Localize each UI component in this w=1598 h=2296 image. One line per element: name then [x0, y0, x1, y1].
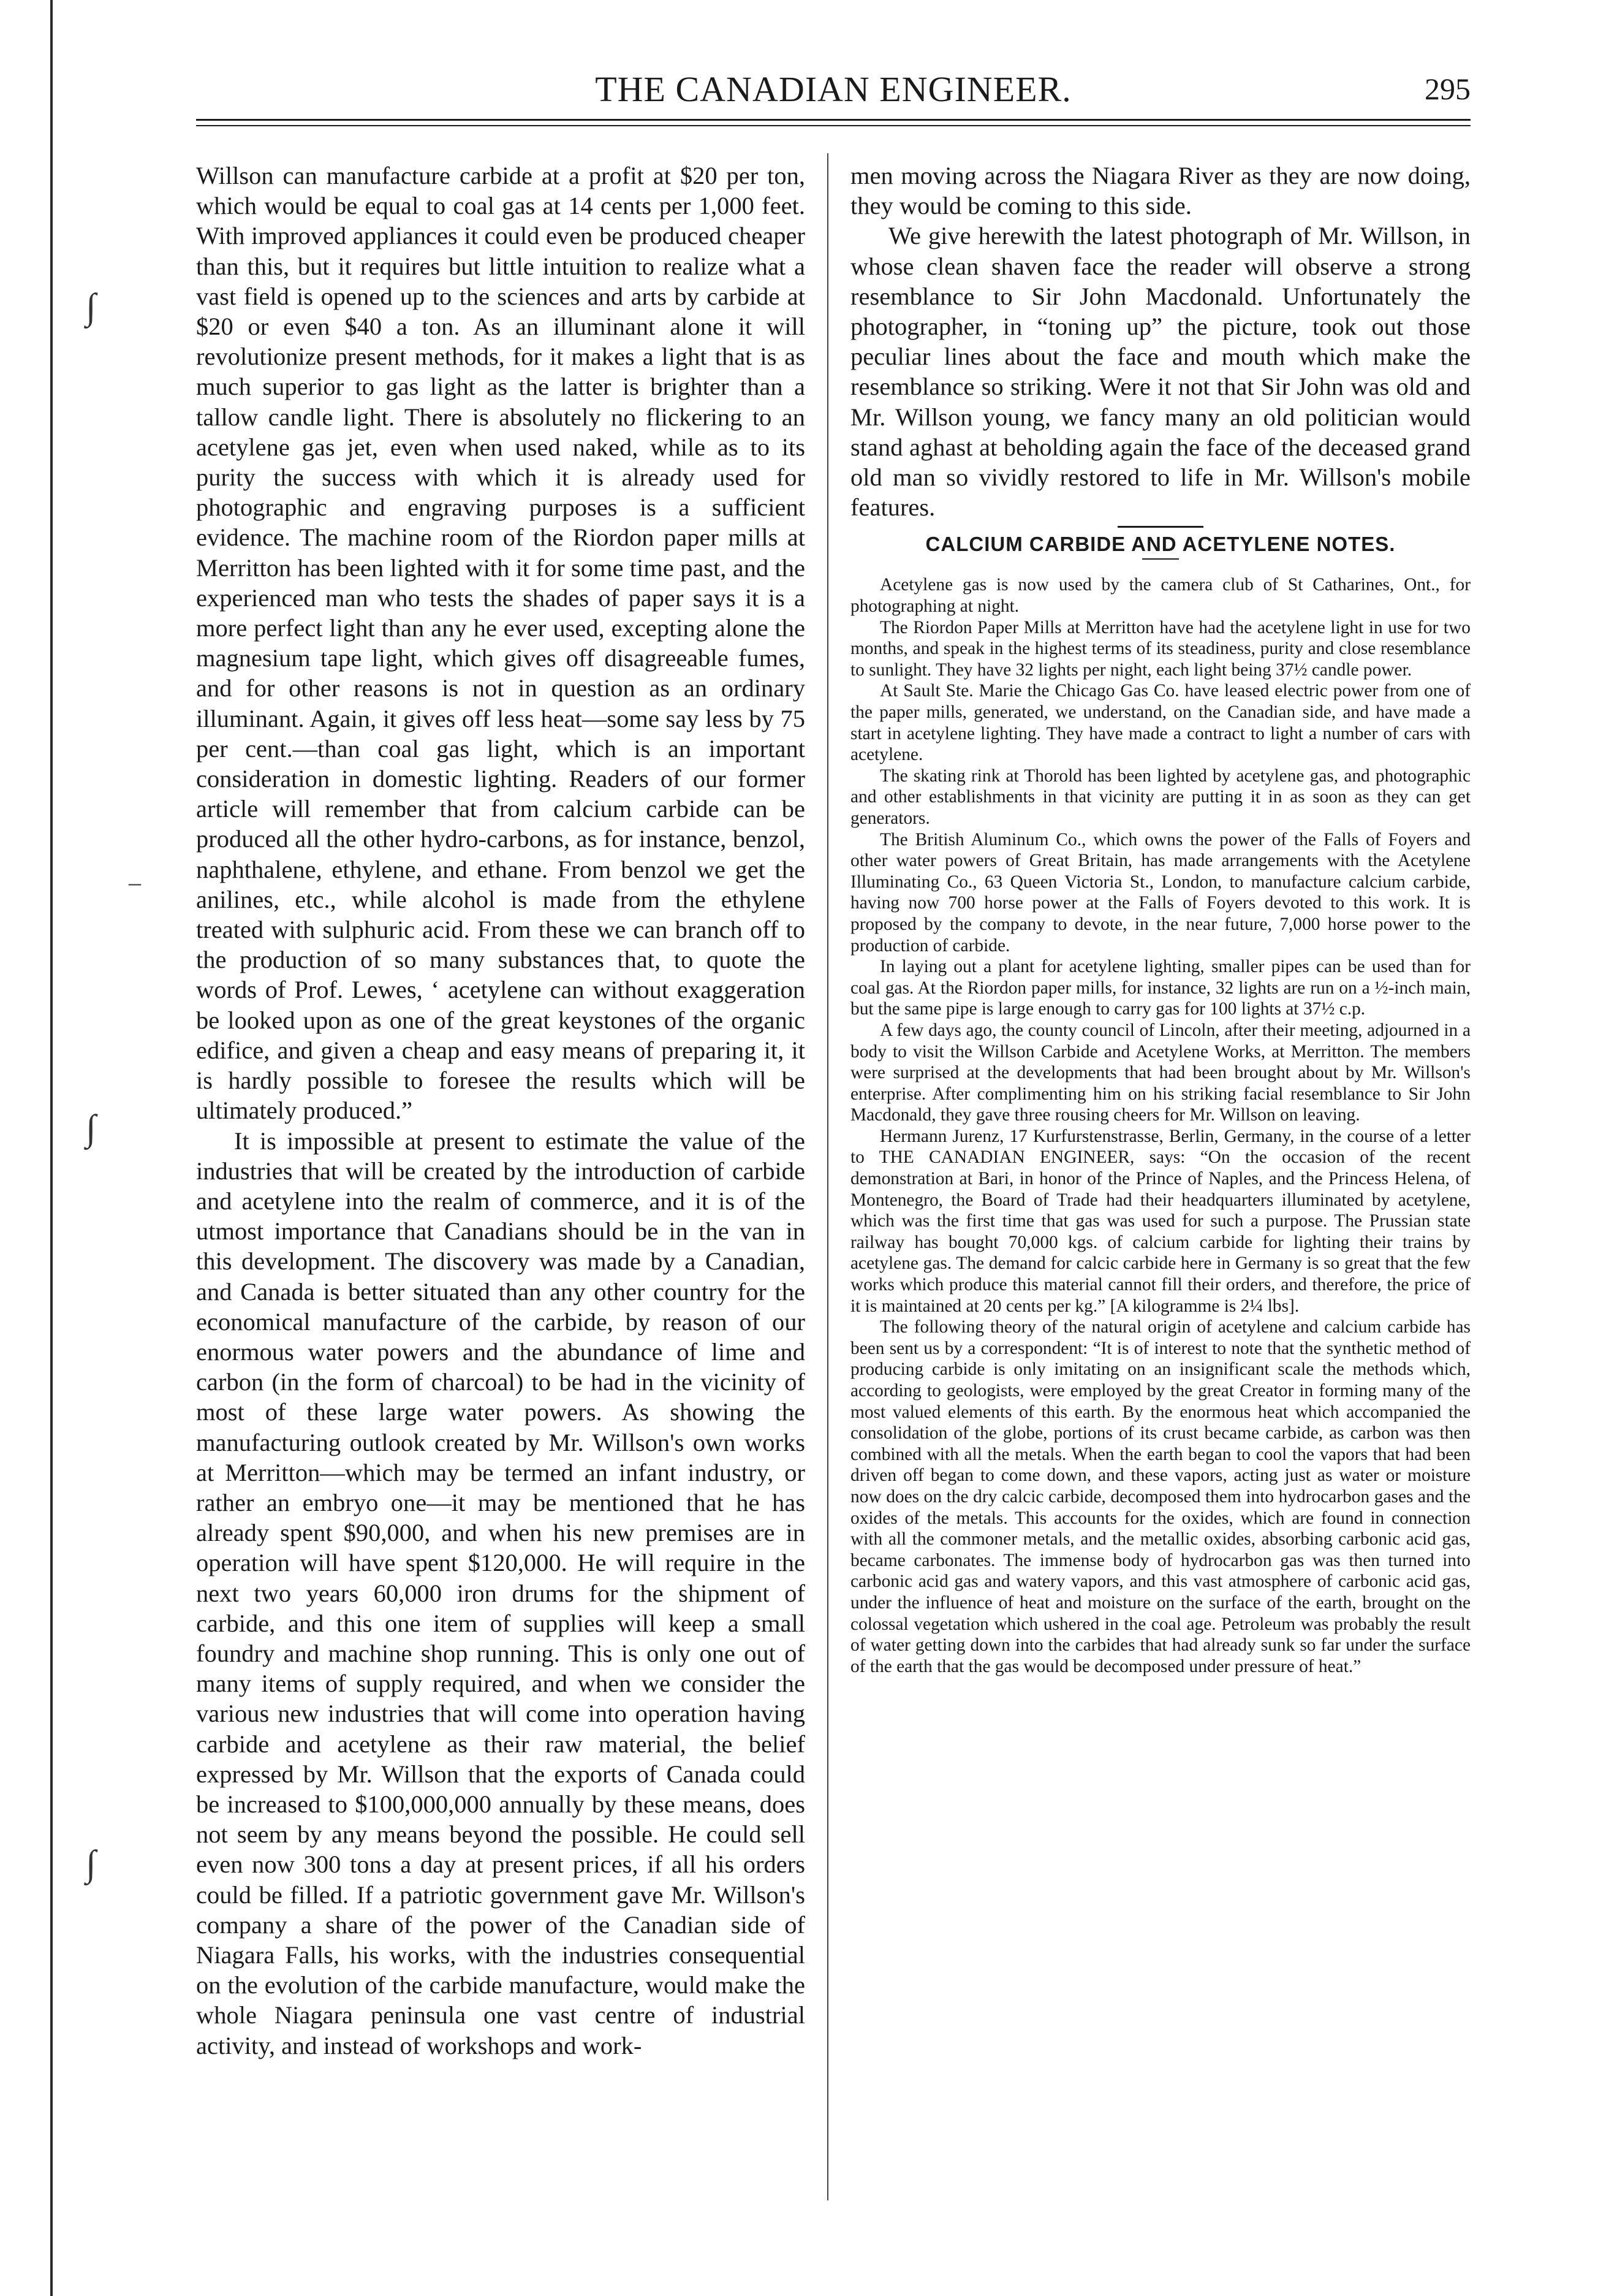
- paragraph: men moving across the Niagara River as they are now doing, they would be coming to this side.: [850, 162, 1471, 220]
- paragraph: It is impossible at present to estimate the value of the industries that will be created by the introduction of carbide and acetylene into the realm of commerce, and it is of the utmost importance that Canadians should be in the van in this development. The discovery was made by a Canadian, and Canada is better situated than any other country for the economical manufacture of the carbide, by reason of our enormous water powers and the abundance of lime and carbon (in the form of charcoal) to be had in the vicinity of most of these large water powers. As showing the manufacturing outlook created by Mr. Willson's own works at Merritton—which may be termed an infant industry, or rather an embryo one—it may be mentioned that he has already spent $90,000, and when his new premises are in operation will have spent $120,000. He will require in the next two years 60,000 iron drums for the shipment of carbide, and this one item of supplies will keep a small foundry and machine shop running. This is only one out of many items of supply required, and when we consider the various new industries that will come into operation having carbide and acetylene as their raw material, the belief expressed by Mr. Willson that the exports of Canada could be increased to $100,000,000 annually by these means, does not seem by any means beyond the possible. He could sell even now 300 tons a day at present prices, if all his orders could be filled. If a patriotic government gave Mr. Willson's company a share of the power of the Canadian side of Niagara Falls, his works, with the industries consequential on the evolution of the carbide manufacture, would make the whole Niagara peninsula one vast centre of industrial activity, and instead of workshops and work-: [196, 1127, 805, 2059]
- note-paragraph: Hermann Jurenz, 17 Kurfurstenstrasse, Berlin, Germany, in the course of a letter to THE CANADIAN ENGINEER, says: “On the occasion of the recent demonstration at Bari, in honor of the Prince of Naples, and the Princess Helena, of Montenegro, the Board of Trade had their headquarters illuminated by acetylene, which was the first time that gas was used for such a purpose. The Prussian state railway has bought 70,000 kgs. of calcium carbide for lighting their trains by acetylene gas. The demand for calcic carbide here in Germany is so great that the few works which produce this material cannot fill their orders, and therefore, the price of it is maintained at 20 cents per kg.” [A kilogramme is 2¼ lbs].: [850, 1126, 1471, 1316]
- margin-mark-4: –: [129, 869, 141, 896]
- note-paragraph: The British Aluminum Co., which owns the power of the Falls of Foyers and other water powers of Great Britain, has made arrangements with the Acetylene Illuminating Co., 63 Queen Victoria St., London, to manufacture calcium carbide, having now 700 horse power at the Falls of Foyers devoted to this work. It is proposed by the company to devote, in the near future, 7,000 horse power to the production of carbide.: [850, 829, 1471, 956]
- column-divider: [827, 153, 828, 2200]
- page-number: 295: [1425, 72, 1471, 106]
- page-binding-edge: [0, 0, 54, 2296]
- note-paragraph: The skating rink at Thorold has been lighted by acetylene gas, and photographic and other establishments in that vicinity are putting it in as soon as they can get generators.: [850, 766, 1471, 828]
- right-column: [850, 161, 1471, 1677]
- note-paragraph: The Riordon Paper Mills at Merritton have had the acetylene light in use for two months, and speak in the highest terms of its steadiness, purity and close resemblance to sunlight. They have 32 lights per night, each light being 37½ candle power.: [850, 617, 1471, 680]
- note-paragraph: At Sault Ste. Marie the Chicago Gas Co. have leased electric power from one of the paper mills, generated, we understand, on the Canadian side, and have made a start in acetylene lighting. They have made a contract to light a number of cars with acetylene.: [850, 681, 1471, 765]
- paragraph: We give herewith the latest photograph of Mr. Willson, in whose clean shaven face the reader will observe a strong resemblance to Sir John Macdonald. Unfortunately the photographer, in “toning up” the picture, took out those peculiar lines about the face and mouth which make the resemblance so striking. Were it not that Sir John was old and Mr. Willson young, we fancy many an old politician would stand aghast at beholding again the face of the deceased grand old man so vividly restored to life in Mr. Willson's mobile features.: [850, 222, 1471, 522]
- note-paragraph: The following theory of the natural origin of acetylene and calcium carbide has been sent us by a correspondent: “It is of interest to note that the synthetic method of producing carbide is only imitating on an insignificant scale the methods which, according to geologists, were employed by the great Creator in forming many of the most valued elements of this earth. By the enormous heat which accompanied the consolidation of the globe, portions of its crust became carbide, as carbon was then combined with all the metals. When the earth began to cool the vapors that had been driven off began to come down, and these vapors, acting just as water or moisture now does on the dry calcic carbide, decomposed them into hydrocarbon gases and the oxides of the metals. This accounts for the oxides, which are found in connection with all the commoner metals, and the metallic oxides, absorbing carbonic acid gas, became carbonates. The immense body of hydrocarbon gas was then turned into carbonic acid gas and watery vapors, and this vast atmosphere of carbonic acid gas, under the influence of heat and moisture on the surface of the earth, brought on the colossal vegetation which ushered in the coal age. Petroleum was probably the result of water getting down into the carbides that had already sunk so far under the surface of the earth that the gas would be decomposed under pressure of heat.”: [850, 1317, 1471, 1676]
- binding-line: [50, 0, 53, 2296]
- paragraph: Willson can manufacture carbide at a profit at $20 per ton, which would be equal to coal gas at 14 cents per 1,000 feet. With improved appliances it could even be produced cheaper than this, but it requires but little intuition to realize what a vast field is opened up to the sciences and arts by carbide at $20 or even $40 a ton. As an illuminant alone it will revolutionize present methods, for it makes a light that is as much superior to gas light as the latter is brighter than a tallow candle light. There is absolutely no flickering to an acetylene gas jet, even when used naked, while as to its purity the success with which it is already used for photographic and engraving purposes is a sufficient evidence. The machine room of the Riordon paper mills at Merritton has been lighted with it for some time past, and the experienced man who tests the shades of paper says it is a more perfect light than any he ever used, excepting alone the magnesium tape light, which gives off disagreeable fumes, and for other reasons is not in question as an ordinary illuminant. Again, it gives off less heat—some say less by 75 per cent.—than coal gas light, which is an important consideration in domestic lighting. Readers of our former article will remember that from calcium carbide can be produced all the other hydro-carbons, as for instance, benzol, naphthalene, ethylene, and ethane. From benzol we get the anilines, etc., while alcohol is made from the ethylene treated with sulphuric acid. From these we can branch off to the production of so many substances that, to quote the words of Prof. Lewes, ‘ acetylene can without exaggeration be looked upon as one of the great keystones of the organic edifice, and given a cheap and easy means of preparing it, it is hardly possible to foresee the results which will be ultimately produced.”: [196, 162, 805, 1125]
- left-column: [196, 161, 805, 2061]
- section-separator-rule: [1118, 526, 1203, 528]
- note-paragraph: A few days ago, the county council of Lincoln, after their meeting, adjourned in a body to visit the Willson Carbide and Acetylene Works, at Merritton. The members were surprised at the developments that had been brought about by Mr. Willson's enterprise. After complimenting him on his striking facial resemblance to Sir John Macdonald, they gave three rousing cheers for Mr. Willson on leaving.: [850, 1020, 1471, 1125]
- note-paragraph: Acetylene gas is now used by the camera club of St Catharines, Ont., for photographing at night.: [850, 575, 1471, 617]
- section-heading: CALCIUM CARBIDE AND ACETYLENE NOTES.: [925, 533, 1396, 556]
- header-rule: [196, 119, 1471, 121]
- margin-mark-2: ∫: [86, 1108, 96, 1148]
- page-header: [196, 69, 1471, 130]
- margin-mark-1: ∫: [86, 286, 96, 327]
- journal-title: THE CANADIAN ENGINEER.: [595, 69, 1072, 109]
- header-rule-double: [196, 125, 1471, 126]
- margin-mark-3: ∫: [86, 1843, 96, 1884]
- notes-list: [850, 574, 1471, 1677]
- heading-underline-rule: [1142, 558, 1179, 560]
- note-paragraph: In laying out a plant for acetylene lighting, smaller pipes can be used than for coal gas. At the Riordon paper mills, for instance, 32 lights are run on a ½-inch main, but the same pipe is large enough to carry gas for 100 lights at 37½ c.p.: [850, 957, 1471, 1019]
